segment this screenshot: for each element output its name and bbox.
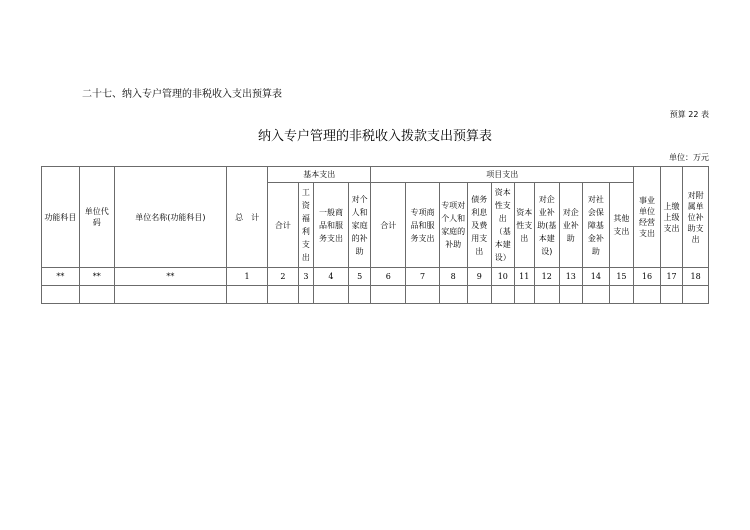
index-cell: 5 <box>348 268 371 286</box>
header-basic-goods: 一般商品和服务支出 <box>314 183 349 268</box>
empty-cell <box>114 286 227 304</box>
header-project-total: 合计 <box>371 183 406 268</box>
index-cell: ** <box>114 268 227 286</box>
empty-cell <box>514 286 534 304</box>
empty-cell <box>683 286 709 304</box>
empty-cell <box>371 286 406 304</box>
empty-cell <box>227 286 268 304</box>
index-cell: 3 <box>298 268 313 286</box>
empty-cell <box>314 286 349 304</box>
index-cell: 10 <box>492 268 515 286</box>
header-project-goods: 专项商品和服务支出 <box>406 183 440 268</box>
header-project-enterprise: 对企业补助 <box>559 183 583 268</box>
index-cell: 8 <box>439 268 467 286</box>
header-basic-total: 合计 <box>268 183 299 268</box>
empty-cell <box>467 286 492 304</box>
index-cell: 1 <box>227 268 268 286</box>
empty-cell <box>535 286 560 304</box>
budget-table <box>41 166 709 304</box>
header-basic-wages: 工资福利支出 <box>298 183 313 268</box>
header-project-debt: 债务利息及费用支出 <box>467 183 492 268</box>
index-cell: 11 <box>514 268 534 286</box>
index-cell: 15 <box>609 268 634 286</box>
header-business-expense: 事业单位经营支出 <box>634 167 661 268</box>
empty-row <box>42 286 709 304</box>
empty-cell <box>268 286 299 304</box>
unit-label: 单位：万元 <box>669 153 709 162</box>
header-func-subject: 功能科目 <box>42 167 80 268</box>
empty-cell <box>79 286 114 304</box>
index-cell: 17 <box>660 268 683 286</box>
index-cell: ** <box>79 268 114 286</box>
section-title: 二十七、纳入专户管理的非税收入支出预算表 <box>82 89 282 100</box>
index-cell: 2 <box>268 268 299 286</box>
header-project-group: 项目支出 <box>371 167 634 183</box>
header-unit-code: 单位代码 <box>79 167 114 268</box>
index-cell: 18 <box>683 268 709 286</box>
header-subsidiary-aid: 对附属单位补助支出 <box>683 167 709 268</box>
empty-cell <box>609 286 634 304</box>
empty-cell <box>42 286 80 304</box>
empty-cell <box>406 286 440 304</box>
header-basic-group: 基本支出 <box>268 167 371 183</box>
index-cell: 4 <box>314 268 349 286</box>
header-unit-name: 单位名称(功能科目) <box>114 167 227 268</box>
index-cell: 12 <box>535 268 560 286</box>
index-cell: 7 <box>406 268 440 286</box>
empty-cell <box>634 286 661 304</box>
empty-cell <box>298 286 313 304</box>
empty-cell <box>348 286 371 304</box>
empty-cell <box>439 286 467 304</box>
header-project-social-security: 对社会保障基金补助 <box>583 183 610 268</box>
header-upper-remit: 上缴上级支出 <box>660 167 683 268</box>
empty-cell <box>492 286 515 304</box>
empty-cell <box>660 286 683 304</box>
index-cell: 16 <box>634 268 661 286</box>
index-cell: 6 <box>371 268 406 286</box>
index-row <box>42 268 709 286</box>
index-cell: ** <box>42 268 80 286</box>
empty-cell <box>583 286 610 304</box>
header-project-personal: 专项对个人和家庭的补助 <box>439 183 467 268</box>
header-project-capital-construction: 资本性支出（基本建设） <box>492 183 515 268</box>
index-cell: 13 <box>559 268 583 286</box>
header-basic-personal: 对个人和家庭的补助 <box>348 183 371 268</box>
page-title: 纳入专户管理的非税收入拨款支出预算表 <box>257 129 492 144</box>
index-cell: 9 <box>467 268 492 286</box>
header-total: 总 计 <box>227 167 268 268</box>
table-number: 预算 22 表 <box>669 110 709 119</box>
header-project-other: 其他支出 <box>609 183 634 268</box>
index-cell: 14 <box>583 268 610 286</box>
header-project-enterprise-construction: 对企业补助(基本建设) <box>535 183 560 268</box>
header-project-capital: 资本性支出 <box>514 183 534 268</box>
empty-cell <box>559 286 583 304</box>
